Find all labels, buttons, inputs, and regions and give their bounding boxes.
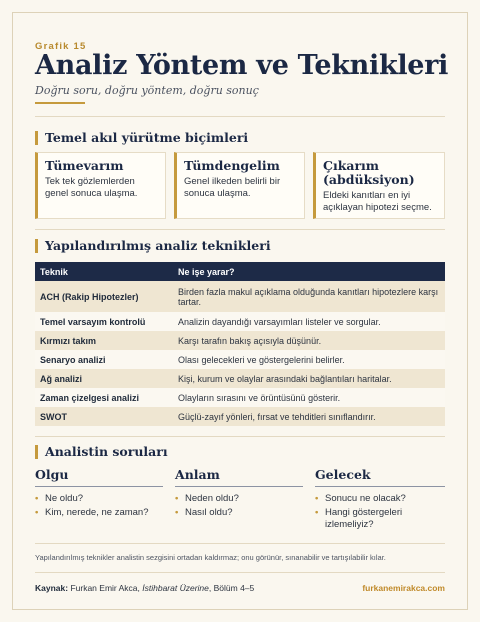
question-column-meaning xyxy=(175,467,303,521)
card-text: Eldeki kanıtları en iyi açıklayan hipotezi seçme. xyxy=(323,190,432,213)
question-text: Ne oldu? xyxy=(45,493,84,504)
list-item xyxy=(35,507,163,519)
column-title: Gelecek xyxy=(315,467,445,487)
bullet-icon: • xyxy=(175,507,179,518)
list-item xyxy=(35,493,163,505)
source-author: Furkan Emir Akca, xyxy=(70,583,140,593)
list-item xyxy=(315,493,445,505)
card-title: Çıkarım (abdüksiyon) xyxy=(323,158,415,187)
technique-desc: Analizin dayandığı varsayımları listeler ve sorgular. xyxy=(173,312,445,331)
column-header-technique: Teknik xyxy=(35,262,173,281)
column-title: Olgu xyxy=(35,467,163,487)
table-row xyxy=(35,281,445,312)
card-text: Genel ilkeden belirli bir sonuca ulaşma. xyxy=(184,176,281,199)
source-label: Kaynak: xyxy=(35,583,69,593)
card-abduction xyxy=(313,152,445,219)
technique-name: SWOT xyxy=(35,407,173,426)
table-row xyxy=(35,331,445,350)
website-link[interactable]: furkanemirakca.com xyxy=(362,583,445,593)
source-citation xyxy=(35,583,254,593)
technique-desc: Karşı tarafın bakış açısıyla düşünür. xyxy=(173,331,445,350)
list-item xyxy=(175,507,303,519)
table-row xyxy=(35,350,445,369)
question-column-future xyxy=(315,467,445,533)
page-title: Analiz Yöntem ve Teknikleri xyxy=(35,50,449,81)
divider xyxy=(35,436,445,437)
section-heading-reasoning: Temel akıl yürütme biçimleri xyxy=(35,131,248,145)
divider xyxy=(35,116,445,117)
bullet-icon: • xyxy=(175,493,179,504)
column-header-purpose: Ne işe yarar? xyxy=(173,262,445,281)
question-text: Sonucu ne olacak? xyxy=(325,493,406,504)
table-header-row xyxy=(35,262,445,281)
list-item xyxy=(315,507,445,531)
bullet-icon: • xyxy=(315,493,319,504)
question-column-fact xyxy=(35,467,163,521)
techniques-table xyxy=(35,262,445,426)
table-row xyxy=(35,388,445,407)
card-induction xyxy=(35,152,166,219)
technique-name: Kırmızı takım xyxy=(35,331,173,350)
divider xyxy=(35,229,445,230)
column-title: Anlam xyxy=(175,467,303,487)
title-underline xyxy=(35,102,85,104)
footnote: Yapılandırılmış teknikler analistin sezgisini ortadan kaldırmaz; onu görünür, sınanabilir ve tartışılabilir kılar. xyxy=(35,553,386,562)
divider xyxy=(35,572,445,573)
section-heading-questions: Analistin soruları xyxy=(35,445,168,459)
technique-name: Temel varsayım kontrolü xyxy=(35,312,173,331)
card-text: Tek tek gözlemlerden genel sonuca ulaşma. xyxy=(45,176,138,199)
technique-desc: Birden fazla makul açıklama olduğunda kanıtları hipotezlere karşı tartar. xyxy=(173,281,445,312)
list-item xyxy=(175,493,303,505)
source-book: İstihbarat Üzerine xyxy=(142,583,209,593)
question-text: Kim, nerede, ne zaman? xyxy=(45,507,149,518)
bullet-icon: • xyxy=(315,507,319,518)
card-title: Tümdengelim xyxy=(184,158,280,173)
question-text: Neden oldu? xyxy=(185,493,239,504)
technique-name: ACH (Rakip Hipotezler) xyxy=(35,281,173,312)
technique-desc: Olayların sırasını ve örüntüsünü gösterir. xyxy=(173,388,445,407)
card-deduction xyxy=(174,152,305,219)
source-chapter: , Bölüm 4–5 xyxy=(208,583,255,593)
question-text: Nasıl oldu? xyxy=(185,507,233,518)
question-text: Hangi göstergeleri izlemeliyiz? xyxy=(325,507,403,530)
divider xyxy=(35,543,445,544)
table-row xyxy=(35,407,445,426)
technique-desc: Kişi, kurum ve olaylar arasındaki bağlantıları haritalar. xyxy=(173,369,445,388)
table-row xyxy=(35,312,445,331)
bullet-icon: • xyxy=(35,507,39,518)
page-subtitle: Doğru soru, doğru yöntem, doğru sonuç xyxy=(35,84,259,97)
technique-name: Senaryo analizi xyxy=(35,350,173,369)
bullet-icon: • xyxy=(35,493,39,504)
technique-desc: Güçlü-zayıf yönleri, fırsat ve tehditleri sınıflandırır. xyxy=(173,407,445,426)
card-title: Tümevarım xyxy=(45,158,124,173)
technique-name: Ağ analizi xyxy=(35,369,173,388)
technique-name: Zaman çizelgesi analizi xyxy=(35,388,173,407)
technique-desc: Olası gelecekleri ve göstergelerini belirler. xyxy=(173,350,445,369)
section-heading-techniques: Yapılandırılmış analiz teknikleri xyxy=(35,239,271,253)
table-row xyxy=(35,369,445,388)
figure-label: Grafik 15 xyxy=(35,41,87,52)
